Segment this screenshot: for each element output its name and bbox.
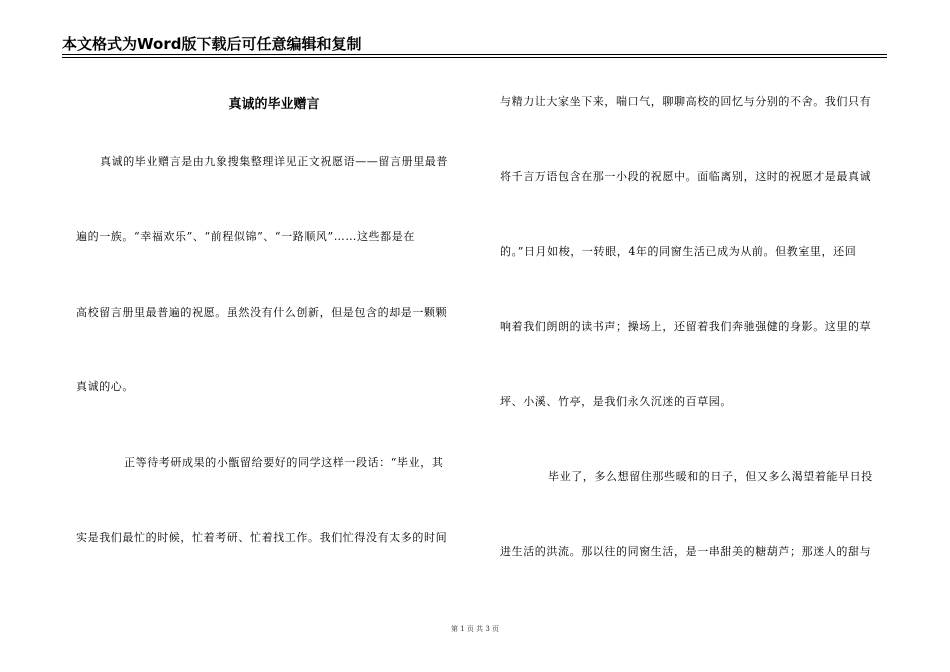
paragraph-line: 进生活的洪流。那以往的同窗生活，是一串甜美的糖葫芦；那迷人的甜与 [500, 545, 872, 558]
page-footer: 第 1 页 共 3 页 [450, 625, 500, 633]
paragraph-line: 的。”日月如梭，一转眼，4年的同窗生活已成为从前。但教室里，还回 [500, 245, 857, 258]
paragraph-line: 真诚的毕业赠言是由九象搜集整理详见正文祝愿语——留言册里最普 [100, 155, 448, 168]
document-banner: 本文格式为Word版下载后可任意编辑和复制 [62, 35, 362, 53]
header-rule-bottom [62, 57, 887, 58]
paragraph-line: 高校留言册里最普遍的祝愿。虽然没有什么创新，但是包含的却是一颗颗 [76, 306, 448, 319]
document-title: 真诚的毕业赠言 [228, 97, 320, 112]
paragraph-line: 正等待考研成果的小甑留给要好的同学这样一段话：“毕业，其 [124, 456, 444, 469]
paragraph-line: 实是我们最忙的时候，忙着考研、忙着找工作。我们忙得没有太多的时间 [76, 531, 448, 544]
paragraph-line: 将千言万语包含在那一小段的祝愿中。面临离别，这时的祝愿才是最真诚 [500, 170, 872, 183]
paragraph-line: 真诚的心。 [76, 380, 134, 393]
paragraph-line: 响着我们朗朗的读书声；操场上，还留着我们奔驰强健的身影。这里的草 [500, 320, 872, 333]
paragraph-line: 毕业了，多么想留住那些暖和的日子，但又多么渴望着能早日投 [548, 470, 873, 483]
paragraph-line: 遍的一族。“幸福欢乐”、“前程似锦”、“一路顺风”……这些都是在 [76, 230, 415, 243]
paragraph-line: 坪、小溪、竹亭，是我们永久沉迷的百草园。 [500, 395, 732, 408]
paragraph-line: 与精力让大家坐下来，喘口气，聊聊高校的回忆与分别的不舍。我们只有 [500, 95, 872, 108]
header-rule-top [62, 54, 887, 55]
